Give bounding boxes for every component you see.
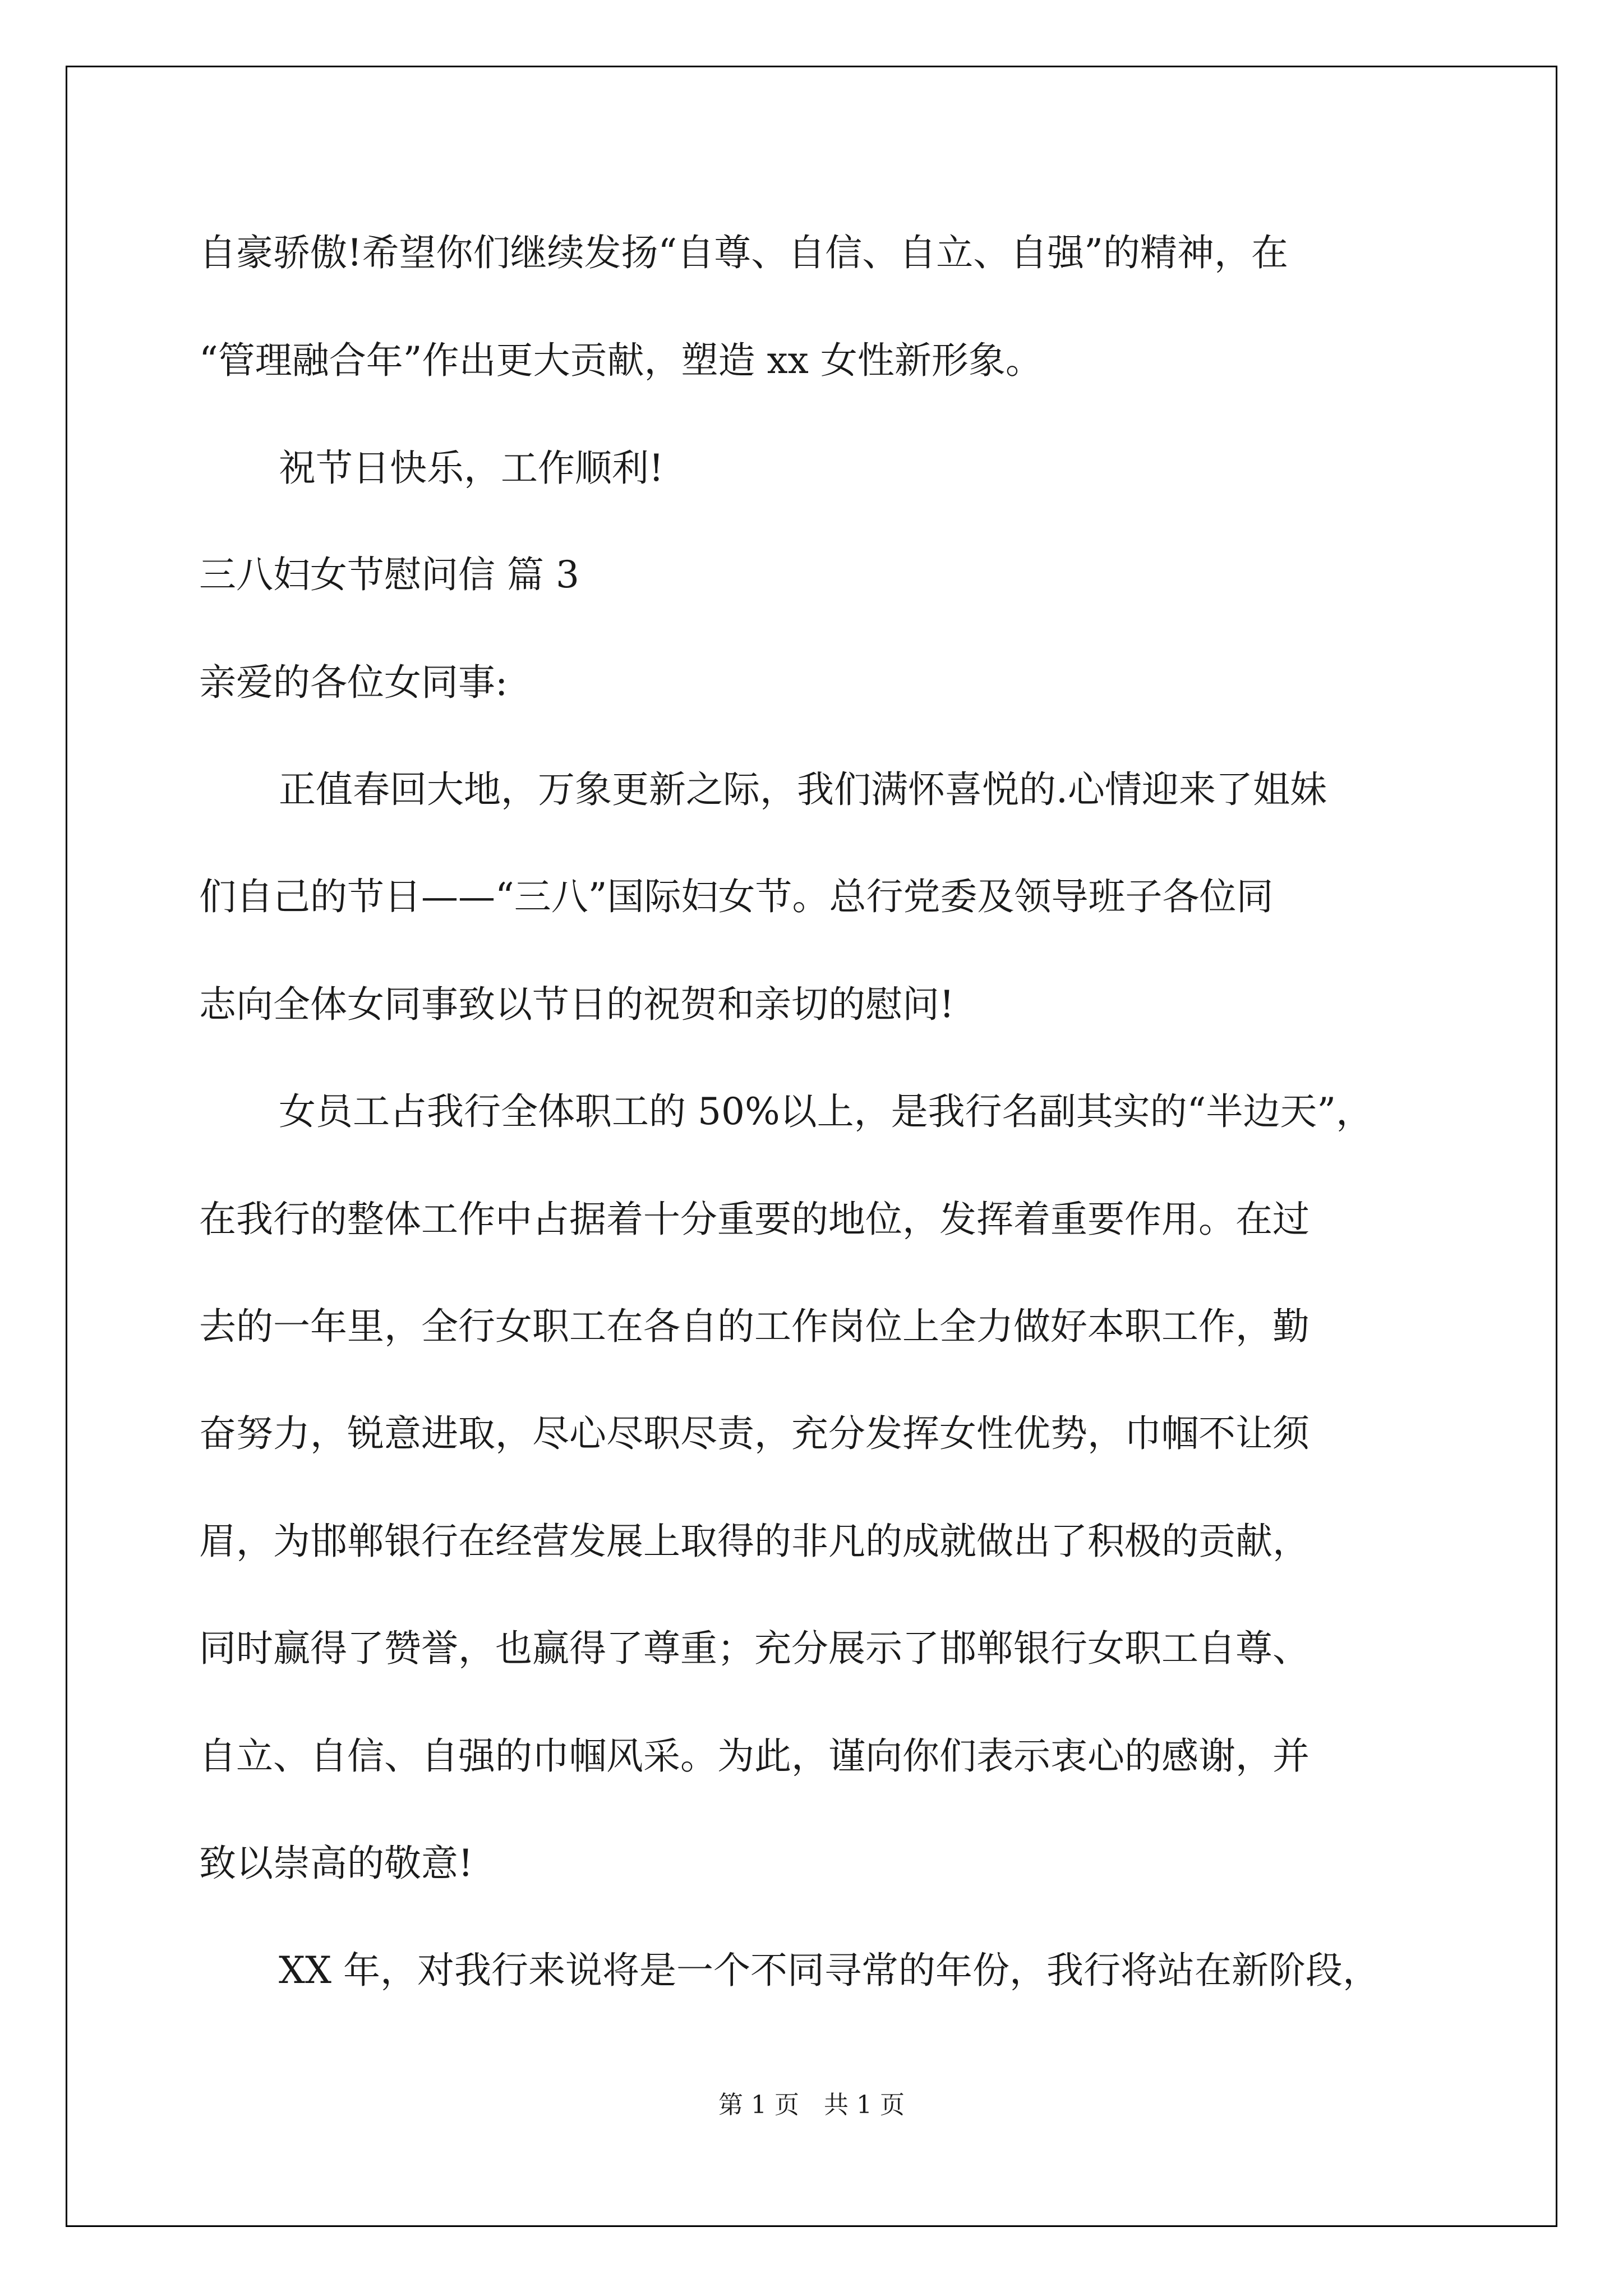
text-line-1: 自豪骄傲!希望你们继续发扬“自尊、自信、自立、自强”的精神，在 xyxy=(199,231,1289,274)
closing-wish: 祝节日快乐，工作顺利! xyxy=(279,447,664,490)
text-line-16: 致以崇高的敬意! xyxy=(199,1842,473,1885)
text-line-8: 志向全体女同事致以节日的祝贺和亲切的慰问! xyxy=(199,983,955,1026)
page-footer: 第 1 页 共 1 页 xyxy=(718,2091,905,2119)
text-line-17: XX 年，对我行来说将是一个不同寻常的年份，我行将站在新阶段， xyxy=(279,1949,1380,1992)
text-line-6: 正值春回大地，万象更新之际，我们满怀喜悦的.心情迎来了姐妹 xyxy=(279,768,1327,811)
page-border xyxy=(66,66,1557,2227)
text-line-7: 们自己的节日——“三八”国际妇女节。总行党委及领导班子各位同 xyxy=(199,875,1274,918)
text-line-12: 奋努力，锐意进取，尽心尽职尽责，充分发挥女性优势，巾帼不让须 xyxy=(199,1412,1310,1455)
text-line-15: 自立、自信、自强的巾帼风采。为此，谨向你们表示衷心的感谢，并 xyxy=(199,1734,1310,1778)
salutation: 亲爱的各位女同事: xyxy=(199,661,508,704)
text-line-2: “管理融合年”作出更大贡献，塑造 xx 女性新形象。 xyxy=(199,339,1043,382)
section-heading: 三八妇女节慰问信 篇 3 xyxy=(199,553,579,596)
text-line-14: 同时赢得了赞誉，也赢得了尊重；充分展示了邯郸银行女职工自尊、 xyxy=(199,1627,1310,1670)
text-line-10: 在我行的整体工作中占据着十分重要的地位，发挥着重要作用。在过 xyxy=(199,1198,1310,1241)
text-line-11: 去的一年里，全行女职工在各自的工作岗位上全力做好本职工作，勤 xyxy=(199,1305,1310,1348)
text-line-13: 眉，为邯郸银行在经营发展上取得的非凡的成就做出了积极的贡献， xyxy=(199,1520,1310,1563)
text-line-9: 女员工占我行全体职工的 50%以上，是我行名副其实的“半边天”， xyxy=(279,1090,1373,1133)
